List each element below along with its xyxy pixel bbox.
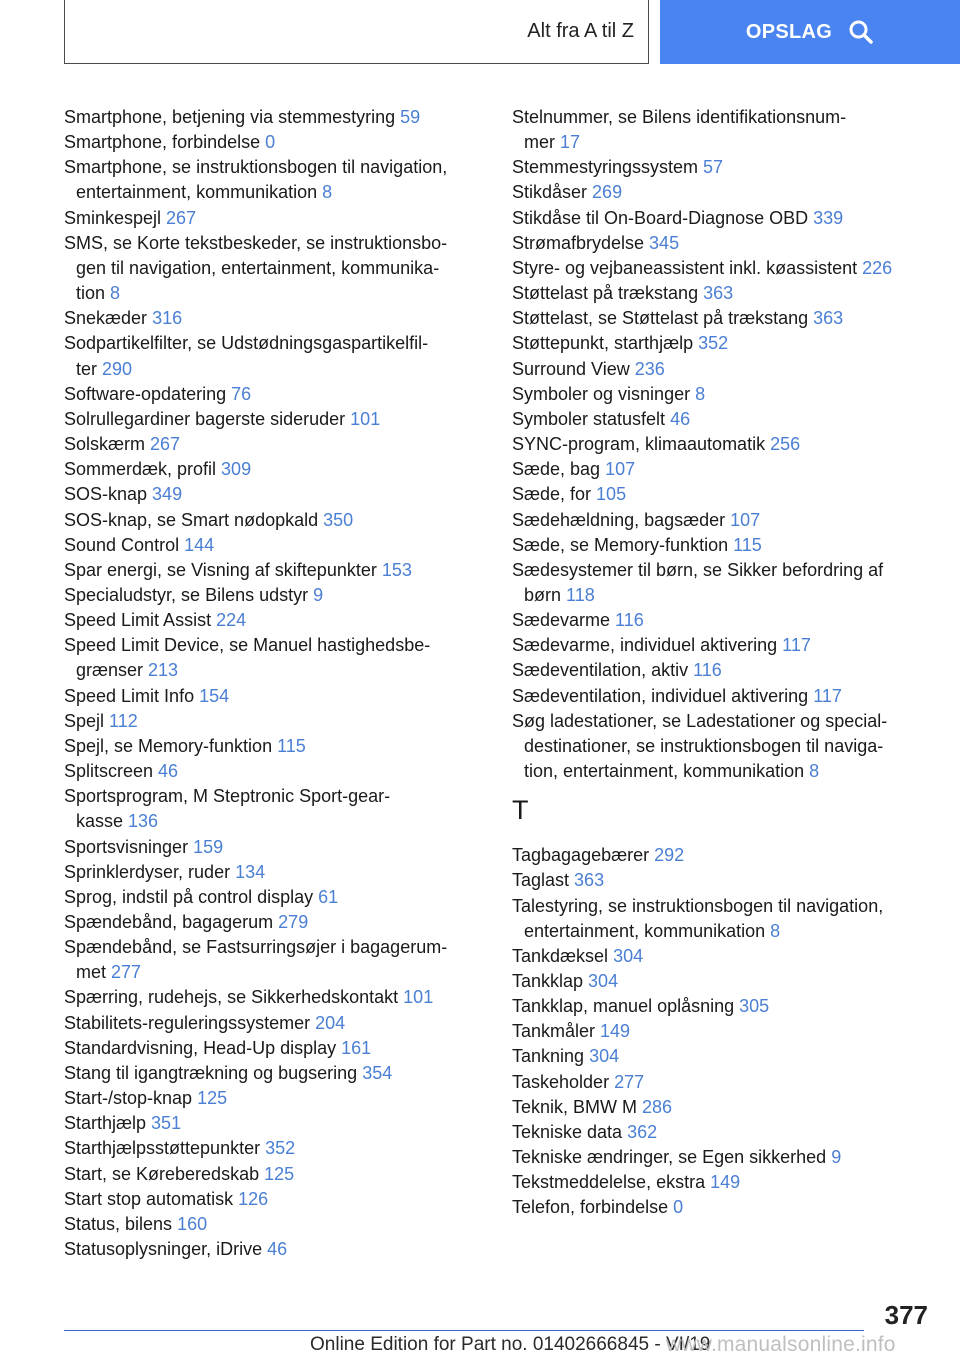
- index-entry-text: ter: [76, 358, 103, 379]
- index-column-left: [64, 105, 484, 1262]
- index-entry: [64, 935, 484, 960]
- index-entry-continuation: [64, 357, 484, 382]
- page-link[interactable]: 160: [177, 1213, 208, 1234]
- index-entry-text: Stikdåse til On-Board-Diagnose OBD: [512, 207, 814, 228]
- page-link[interactable]: 154: [199, 685, 230, 706]
- page-link[interactable]: 101: [403, 987, 434, 1008]
- index-entry-text: Speed Limit Device, se Manuel hastighedsbe-: [64, 635, 431, 656]
- index-entry-text: Sædesystemer til børn, se Sikker befordring af: [512, 559, 884, 580]
- index-entry-text: Standardvisning, Head-Up display: [64, 1037, 342, 1058]
- index-entry-text: Støttelast, se Støttelast på trækstang: [512, 308, 814, 329]
- index-entry: [512, 180, 922, 205]
- page-link[interactable]: 290: [102, 358, 133, 379]
- page-link[interactable]: 159: [193, 836, 224, 857]
- index-entry: [512, 894, 922, 919]
- page-link[interactable]: 17: [560, 132, 581, 153]
- index-entry: [512, 256, 922, 281]
- page-link[interactable]: 8: [809, 761, 820, 782]
- index-entry: [512, 658, 922, 683]
- index-entry-text: Smartphone, forbindelse: [64, 132, 266, 153]
- page-link[interactable]: 204: [315, 1012, 346, 1033]
- index-entry-text: Speed Limit Assist: [64, 610, 217, 631]
- index-entry: [512, 558, 922, 583]
- page-link[interactable]: 115: [277, 735, 306, 756]
- page-link[interactable]: 304: [588, 971, 619, 991]
- page-link[interactable]: 9: [831, 1147, 842, 1168]
- index-entry-text: Støttelast på trækstang: [512, 283, 704, 304]
- page-link[interactable]: 363: [813, 308, 844, 329]
- index-entry: [64, 1162, 484, 1187]
- page-link[interactable]: 256: [770, 434, 801, 455]
- index-entry-text: Sprog, indstil på control display: [64, 886, 319, 907]
- index-entry-text: Strømafbrydelse: [512, 232, 650, 253]
- page-link[interactable]: 46: [158, 761, 179, 782]
- index-entry: [64, 1237, 484, 1262]
- page-link[interactable]: 46: [670, 408, 691, 429]
- index-entry-text: Sædevarme, individuel aktivering: [512, 635, 783, 656]
- index-entry-text: Sprinklerdyser, ruder: [64, 861, 236, 882]
- index-entry-continuation: [64, 256, 484, 281]
- index-entry: [64, 734, 484, 759]
- index-entry: [64, 684, 484, 709]
- index-entry: [512, 533, 922, 558]
- page-link[interactable]: 0: [265, 132, 276, 153]
- index-entry: [512, 1044, 922, 1069]
- page-link[interactable]: 339: [813, 207, 844, 228]
- index-entry-text: SYNC-program, klimaautomatik: [512, 434, 771, 455]
- index-entry-text: Støttepunkt, starthjælp: [512, 333, 699, 354]
- index-entry-text: Talestyring, se instruktionsbogen til navigation,: [512, 895, 884, 916]
- page-link[interactable]: 362: [627, 1121, 658, 1142]
- index-entry-text: Specialudstyr, se Bilens udstyr: [64, 584, 314, 605]
- index-entry: [64, 860, 484, 885]
- watermark: www.manualsonline.info: [666, 1333, 896, 1356]
- index-entry: [512, 155, 922, 180]
- page-link[interactable]: 57: [703, 157, 724, 178]
- index-entry: [64, 1036, 484, 1061]
- tab-az-label: Alt fra A til Z: [527, 20, 634, 42]
- page-link[interactable]: 309: [221, 459, 252, 480]
- footer-rule: [64, 1330, 864, 1331]
- page-link[interactable]: 144: [184, 534, 215, 555]
- index-entry: [64, 1011, 484, 1036]
- index-entry: [512, 1195, 922, 1220]
- page-link[interactable]: 105: [596, 484, 627, 505]
- index-entry-text: Telefon, forbindelse: [512, 1197, 674, 1218]
- page-link[interactable]: 352: [698, 333, 729, 354]
- index-entry-continuation: [512, 734, 922, 759]
- index-entry-text: Snekæder: [64, 308, 153, 329]
- page-link[interactable]: 236: [634, 358, 665, 379]
- index-entry: [512, 709, 922, 734]
- index-entry: [64, 1136, 484, 1161]
- index-entry: [64, 583, 484, 608]
- index-entry-text: Spar energi, se Visning af skiftepunkter: [64, 559, 382, 580]
- index-entry-continuation: [64, 180, 484, 205]
- index-entry: [64, 130, 484, 155]
- page-link[interactable]: 304: [613, 945, 644, 966]
- index-entry-text: Spændebånd, bagagerum: [64, 912, 279, 932]
- page-link[interactable]: 116: [615, 610, 644, 631]
- index-entry-text: Splitscreen: [64, 761, 159, 782]
- index-entry: [512, 357, 922, 382]
- index-entry: [64, 608, 484, 633]
- index-entry-text: Tekniske data: [512, 1121, 628, 1142]
- tab-alt-fra-a-til-z[interactable]: [64, 0, 649, 64]
- page-link[interactable]: 8: [322, 182, 333, 203]
- index-entry: [512, 1170, 922, 1195]
- index-entry-text: Tankklap, manuel oplåsning: [512, 996, 740, 1017]
- page-link[interactable]: 352: [265, 1138, 296, 1159]
- page-link[interactable]: 59: [400, 107, 421, 127]
- index-entry-text: Tekstmeddelelse, ekstra: [512, 1172, 711, 1193]
- index-entry: [512, 231, 922, 256]
- page-link[interactable]: 101: [350, 408, 381, 429]
- index-entry: [512, 1070, 922, 1095]
- index-entry-text: SMS, se Korte tekstbeskeder, se instruktionsbo-: [64, 232, 448, 253]
- index-entry-text: børn: [524, 584, 567, 605]
- index-entry: [64, 432, 484, 457]
- index-entry-continuation: [64, 809, 484, 834]
- page-link[interactable]: 125: [197, 1088, 228, 1109]
- index-entry-text: Symboler statusfelt: [512, 408, 671, 429]
- index-entry-text: Sædeventilation, individuel aktivering: [512, 685, 814, 706]
- page-link[interactable]: 0: [673, 1197, 684, 1218]
- page-link[interactable]: 267: [150, 434, 181, 455]
- index-entry-text: Starthjælp: [64, 1113, 152, 1134]
- index-entry-text: Taglast: [512, 870, 575, 891]
- index-entry-text: Sædehældning, bagsæder: [512, 509, 731, 530]
- page-link[interactable]: 136: [128, 811, 159, 832]
- index-entry-text: Tekniske ændringer, se Egen sikkerhed: [512, 1147, 832, 1168]
- index-entry: [64, 1061, 484, 1086]
- index-entry-text: Sportsprogram, M Steptronic Sport-gear-: [64, 786, 391, 807]
- index-entry-text: gen til navigation, entertainment, kommunika-: [76, 257, 440, 278]
- index-entry-text: tion, entertainment, kommunikation: [524, 761, 810, 782]
- page-link[interactable]: 149: [710, 1172, 741, 1193]
- page-link[interactable]: 224: [216, 610, 247, 631]
- page-link[interactable]: 226: [862, 257, 893, 278]
- page-link[interactable]: 213: [148, 660, 179, 681]
- index-entry-text: Tankning: [512, 1046, 590, 1067]
- index-entry-text: entertainment, kommunikation: [76, 182, 323, 203]
- tab-opslag[interactable]: [660, 0, 960, 64]
- index-entry: [512, 1120, 922, 1145]
- index-entry-text: grænser: [76, 660, 149, 681]
- index-entry-text: Start-/stop-knap: [64, 1088, 198, 1109]
- index-column-right: [512, 105, 922, 1221]
- index-entry: [512, 868, 922, 893]
- index-entry-text: mer: [524, 132, 560, 153]
- index-entry: [512, 633, 922, 658]
- index-entry-text: Speed Limit Info: [64, 685, 200, 706]
- index-entry-text: tion: [76, 283, 111, 304]
- index-entry: [64, 1187, 484, 1212]
- index-entry: [512, 482, 922, 507]
- index-entry-text: Stang til igangtrækning og bugsering: [64, 1062, 363, 1083]
- index-entry-text: destinationer, se instruktionsbogen til naviga-: [524, 735, 884, 756]
- index-entry: [64, 206, 484, 231]
- index-entry: [64, 1111, 484, 1136]
- index-entry: [512, 1145, 922, 1170]
- index-entry: [64, 533, 484, 558]
- index-entry-text: Status, bilens: [64, 1213, 178, 1234]
- index-entry-continuation: [512, 759, 922, 784]
- index-entry-text: Statusoplysninger, iDrive: [64, 1239, 268, 1260]
- page-link[interactable]: 118: [566, 584, 595, 605]
- page-link[interactable]: 117: [782, 635, 811, 656]
- index-entry-text: Sound Control: [64, 534, 185, 555]
- index-entry: [64, 407, 484, 432]
- index-entry-text: SOS-knap: [64, 484, 153, 505]
- page-link[interactable]: 9: [313, 584, 324, 605]
- index-entry-text: Stabilitets-reguleringssystemer: [64, 1012, 316, 1033]
- index-entry: [64, 910, 484, 935]
- index-entry-continuation: [512, 583, 922, 608]
- index-entry-text: Sædevarme: [512, 610, 616, 631]
- page-link[interactable]: 267: [166, 207, 197, 228]
- page-link[interactable]: 345: [649, 232, 680, 253]
- index-entry: [64, 306, 484, 331]
- index-entry: [64, 105, 484, 130]
- index-entry: [64, 784, 484, 809]
- index-entry-text: Taskeholder: [512, 1071, 615, 1092]
- index-entry: [64, 835, 484, 860]
- page-link[interactable]: 304: [589, 1046, 620, 1067]
- index-entry: [512, 281, 922, 306]
- index-entry-text: Søg ladestationer, se Ladestationer og special-: [512, 710, 888, 731]
- index-entry-text: Sommerdæk, profil: [64, 459, 222, 480]
- index-entry-text: Teknik, BMW M: [512, 1096, 643, 1117]
- index-entry-text: Tagbagagebærer: [512, 845, 655, 866]
- index-entry-text: kasse: [76, 811, 129, 832]
- page-link[interactable]: 61: [318, 886, 339, 907]
- page-link[interactable]: 354: [362, 1062, 393, 1083]
- index-entry-continuation: [64, 281, 484, 306]
- index-entry-text: SOS-knap, se Smart nødopkald: [64, 509, 324, 530]
- index-entry-text: Styre- og vejbaneassistent inkl. køassistent: [512, 257, 863, 278]
- search-icon: [848, 19, 874, 45]
- page-link[interactable]: 277: [111, 962, 142, 983]
- index-entry: [512, 969, 922, 994]
- index-entry: [512, 508, 922, 533]
- index-entry-text: Sæde, for: [512, 484, 597, 505]
- index-entry-text: Tankdæksel: [512, 945, 614, 966]
- index-entry-text: Sæde, se Memory-funktion: [512, 534, 734, 555]
- index-entry: [512, 944, 922, 969]
- index-entry: [64, 709, 484, 734]
- page-link[interactable]: 125: [264, 1163, 295, 1184]
- page-link[interactable]: 76: [231, 383, 252, 404]
- page-link[interactable]: 349: [152, 484, 183, 505]
- edition-footer: Online Edition for Part no. 01402666845 - VI/19: [310, 1334, 711, 1355]
- index-entry-continuation: [64, 658, 484, 683]
- page-link[interactable]: 126: [238, 1188, 269, 1209]
- index-entry-continuation: [512, 130, 922, 155]
- page-link[interactable]: 107: [605, 459, 636, 480]
- index-entry: [64, 508, 484, 533]
- index-entry-text: Sminkespejl: [64, 207, 167, 228]
- index-entry: [64, 482, 484, 507]
- page-link[interactable]: 277: [614, 1071, 645, 1092]
- index-entry-text: Sædeventilation, aktiv: [512, 660, 694, 681]
- index-entry-text: Stemmestyringssystem: [512, 157, 704, 178]
- page-link[interactable]: 292: [654, 845, 685, 866]
- index-entry-text: Sodpartikelfilter, se Udstødningsgaspartikelfil-: [64, 333, 429, 354]
- index-entry: [64, 155, 484, 180]
- page-link[interactable]: 115: [733, 534, 762, 555]
- index-entry: [64, 331, 484, 356]
- index-entry: [64, 1212, 484, 1237]
- page-link[interactable]: 153: [381, 559, 412, 580]
- index-entry: [512, 1019, 922, 1044]
- index-entry: [512, 843, 922, 868]
- page-link[interactable]: 363: [703, 283, 734, 304]
- page-link[interactable]: 8: [695, 383, 706, 404]
- page-link[interactable]: 117: [813, 685, 842, 706]
- index-entry: [512, 331, 922, 356]
- index-entry-continuation: [512, 919, 922, 944]
- index-entry: [512, 457, 922, 482]
- page-link[interactable]: 363: [574, 870, 605, 891]
- page-link[interactable]: 161: [341, 1037, 372, 1058]
- index-entry-continuation: [64, 960, 484, 985]
- index-entry: [512, 206, 922, 231]
- index-entry-text: Spejl, se Memory-funktion: [64, 735, 278, 756]
- index-entry-text: Solrullegardiner bagerste sideruder: [64, 408, 351, 429]
- index-entry: [64, 1086, 484, 1111]
- index-entry: [64, 885, 484, 910]
- index-entry: [512, 306, 922, 331]
- index-entry: [512, 684, 922, 709]
- index-entry: [512, 994, 922, 1019]
- index-entry-text: Smartphone, se instruktionsbogen til navigation,: [64, 157, 448, 178]
- index-entry-text: Tankmåler: [512, 1021, 601, 1042]
- page-link[interactable]: 116: [693, 660, 722, 681]
- tab-opslag-label: OPSLAG: [745, 20, 833, 43]
- page-link[interactable]: 107: [730, 509, 761, 530]
- index-entry-text: Stelnummer, se Bilens identifikationsnum-: [512, 107, 847, 127]
- index-entry-text: Symboler og visninger: [512, 383, 696, 404]
- section-letter-t: T: [512, 795, 529, 826]
- index-entry: [64, 558, 484, 583]
- page-link[interactable]: 269: [592, 182, 623, 203]
- index-entry: [512, 382, 922, 407]
- page-link[interactable]: 305: [739, 996, 770, 1017]
- page-link[interactable]: 286: [642, 1096, 673, 1117]
- page-link[interactable]: 112: [109, 710, 138, 731]
- page-link[interactable]: 350: [323, 509, 354, 530]
- index-entry-text: Sportsvisninger: [64, 836, 194, 857]
- index-entry-text: Start, se Køreberedskab: [64, 1163, 265, 1184]
- index-entry-text: Stikdåser: [512, 182, 593, 203]
- page-link[interactable]: 134: [235, 861, 266, 882]
- page-link[interactable]: 316: [152, 308, 183, 329]
- index-entry: [512, 608, 922, 633]
- index-entry-text: Spejl: [64, 710, 110, 731]
- index-entry-text: Tankklap: [512, 971, 589, 991]
- index-entry-text: Spændebånd, se Fastsurringsøjer i bagagerum-: [64, 937, 448, 958]
- index-entry-text: entertainment, kommunikation: [524, 920, 771, 941]
- page-link[interactable]: 8: [770, 920, 781, 941]
- index-entry: [512, 407, 922, 432]
- index-entry: [64, 231, 484, 256]
- index-entry-text: Spærring, rudehejs, se Sikkerhedskontakt: [64, 987, 404, 1008]
- page-link[interactable]: 8: [110, 283, 121, 304]
- index-entry-text: Start stop automatisk: [64, 1188, 239, 1209]
- index-entry: [64, 382, 484, 407]
- index-entry: [64, 985, 484, 1010]
- page-number: 377: [884, 1300, 928, 1330]
- index-entry-text: Starthjælpsstøttepunkter: [64, 1138, 266, 1159]
- index-entry: [64, 759, 484, 784]
- index-entry-text: Sæde, bag: [512, 459, 606, 480]
- index-entry-text: Smartphone, betjening via stemmestyring: [64, 107, 401, 127]
- index-entry-text: Solskærm: [64, 434, 151, 455]
- page-link[interactable]: 351: [151, 1113, 182, 1134]
- index-entry: [64, 633, 484, 658]
- index-entry-text: Software-opdatering: [64, 383, 232, 404]
- index-entry: [512, 1095, 922, 1120]
- index-entry-text: Surround View: [512, 358, 635, 379]
- index-entry: [512, 105, 922, 130]
- page-link[interactable]: 46: [267, 1239, 288, 1260]
- page-link[interactable]: 279: [278, 912, 309, 932]
- index-entry: [64, 457, 484, 482]
- page-link[interactable]: 149: [600, 1021, 631, 1042]
- index-entry-text: met: [76, 962, 112, 983]
- index-entry: [512, 432, 922, 457]
